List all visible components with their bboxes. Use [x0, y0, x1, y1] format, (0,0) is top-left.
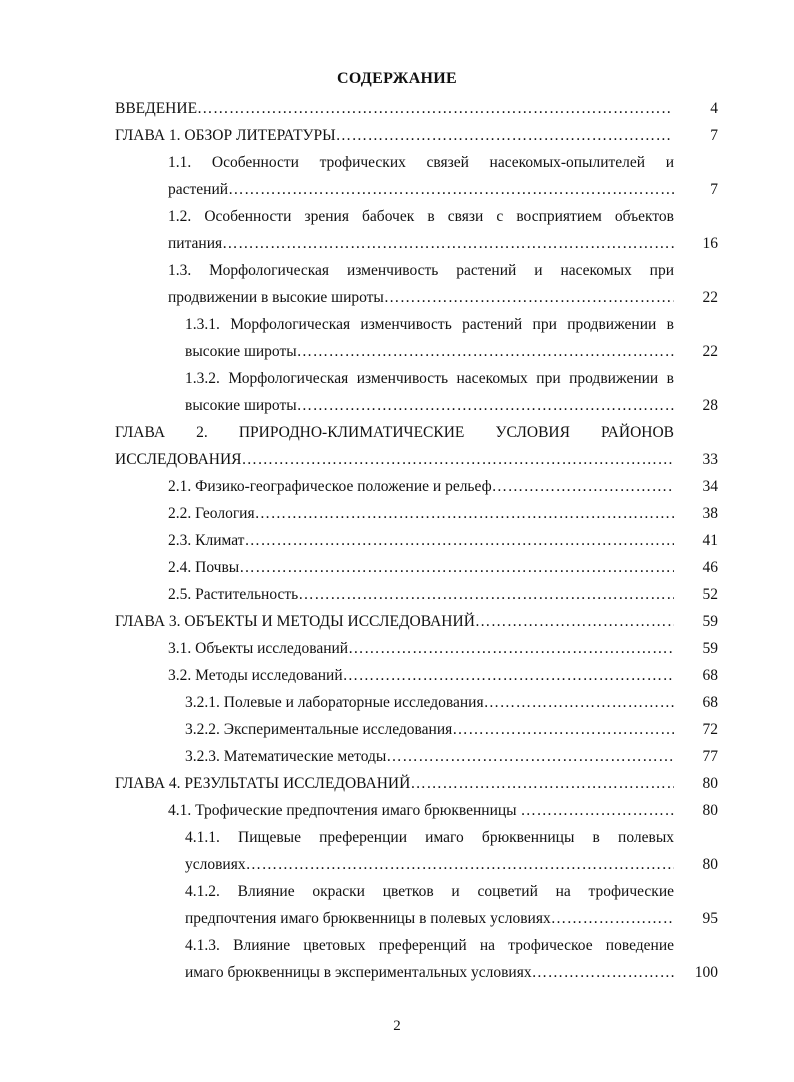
- toc-entry[interactable]: [168, 500, 674, 527]
- toc-entry-title-line1: 1.3.2. Морфологическая изменчивость насекомых при продвижении в: [185, 370, 674, 387]
- toc-entry[interactable]: [115, 770, 674, 797]
- toc-entry[interactable]: [185, 932, 674, 986]
- toc-page-number: 52: [702, 586, 718, 603]
- toc-entry-title-line2: предпочтения имаго брюквенницы в полевых условиях ……………………………………………………………………………………………………………………………………………………………………………: [185, 905, 674, 932]
- toc-entry-title-line2: ИССЛЕДОВАНИЯ ……………………………………………………………………………………………………………………………………………………………………………: [115, 446, 674, 473]
- toc-entry-title: 3.2.1. Полевые и лабораторные исследования ……………………………………………………………………………………………………………………………………………………………………………: [185, 689, 674, 716]
- toc-entry[interactable]: [115, 95, 671, 122]
- toc-page-number: 7: [710, 127, 718, 144]
- toc-page-number: 38: [702, 505, 718, 522]
- toc-entry-title-line1: 4.1.1. Пищевые преференции имаго брюквенницы в полевых: [185, 829, 674, 846]
- toc-page-number: 77: [702, 748, 718, 765]
- toc-entry-title: 3.2.2. Экспериментальные исследования ……………………………………………………………………………………………………………………………………………………………………………: [185, 716, 674, 743]
- toc-page-number: 46: [702, 559, 718, 576]
- toc-entry-title: 2.5. Растительность ……………………………………………………………………………………………………………………………………………………………………………: [168, 581, 674, 608]
- toc-entry-title-line2: растений ……………………………………………………………………………………………………………………………………………………………………………: [168, 176, 674, 203]
- toc-entry-title-line1: 1.2. Особенности зрения бабочек в связи с восприятием объектов: [168, 208, 674, 225]
- toc-page-number: 68: [702, 694, 718, 711]
- toc-entry[interactable]: [185, 743, 674, 770]
- toc-page-number: 80: [702, 802, 718, 819]
- toc-entry-title: 3.1. Объекты исследований ……………………………………………………………………………………………………………………………………………………………………………: [168, 635, 674, 662]
- toc-page-number: 41: [702, 532, 718, 549]
- toc-page-number: 72: [702, 721, 718, 738]
- toc-entry[interactable]: [168, 662, 674, 689]
- toc-entry[interactable]: [168, 581, 674, 608]
- toc-entry-title: 2.3. Климат ……………………………………………………………………………………………………………………………………………………………………………: [168, 527, 674, 554]
- toc-entry-title-line1: 4.1.3. Влияние цветовых преференций на трофическое поведение: [185, 937, 674, 954]
- toc-page-number: 28: [702, 397, 718, 414]
- toc-entry-title-line2: высокие широты ……………………………………………………………………………………………………………………………………………………………………………: [185, 338, 674, 365]
- toc-entry[interactable]: [168, 527, 674, 554]
- toc-page-number: 7: [710, 181, 718, 198]
- page-title: СОДЕРЖАНИЕ: [336, 70, 458, 87]
- toc-page-number: 95: [702, 910, 718, 927]
- toc-entry[interactable]: [168, 554, 674, 581]
- toc-entry[interactable]: [185, 365, 674, 419]
- toc-entry-title-line1: 4.1.2. Влияние окраски цветков и соцветий на трофические: [185, 883, 674, 900]
- page-number-footer: 2: [393, 1018, 401, 1034]
- toc-entry[interactable]: [168, 473, 674, 500]
- toc-entry-title: 4.1. Трофические предпочтения имаго брюквенницы ……………………………………………………………………………………………………………………………………………………………………………: [168, 797, 674, 824]
- toc-entry-title: 2.2. Геология ……………………………………………………………………………………………………………………………………………………………………………: [168, 500, 674, 527]
- toc-page-number: 33: [702, 451, 718, 468]
- toc-entry-title: 3.2.3. Математические методы ……………………………………………………………………………………………………………………………………………………………………………: [185, 743, 674, 770]
- toc-entry-title-line1: ГЛАВА 2. ПРИРОДНО-КЛИМАТИЧЕСКИЕ УСЛОВИЯ РАЙОНОВ: [115, 424, 674, 441]
- toc-entry-title: 2.1. Физико-географическое положение и рельеф ……………………………………………………………………………………………………………………………………………………………………………: [168, 473, 674, 500]
- toc-entry-title: ГЛАВА 1. ОБЗОР ЛИТЕРАТУРЫ ……………………………………………………………………………………………………………………………………………………………………………: [115, 122, 671, 149]
- toc-entry-title: ГЛАВА 3. ОБЪЕКТЫ И МЕТОДЫ ИССЛЕДОВАНИЙ ……………………………………………………………………………………………………………………………………………………………………………: [115, 608, 674, 635]
- toc-entry-title-line2: продвижении в высокие широты ……………………………………………………………………………………………………………………………………………………………………………: [168, 284, 674, 311]
- toc-entry[interactable]: [168, 635, 674, 662]
- toc-entry-title: 2.4. Почвы ……………………………………………………………………………………………………………………………………………………………………………: [168, 554, 674, 581]
- toc-entry[interactable]: [168, 203, 674, 257]
- toc-entry-title-line2: имаго брюквенницы в экспериментальных условиях ……………………………………………………………………………………………………………………………………………………………………………: [185, 959, 674, 986]
- toc-entry-title-line2: высокие широты ……………………………………………………………………………………………………………………………………………………………………………: [185, 392, 674, 419]
- toc-entry-title: ВВЕДЕНИЕ ……………………………………………………………………………………………………………………………………………………………………………: [115, 95, 671, 122]
- toc-entry-title-line2: питания ……………………………………………………………………………………………………………………………………………………………………………: [168, 230, 674, 257]
- toc-entry[interactable]: [185, 311, 674, 365]
- toc-entry-title: ГЛАВА 4. РЕЗУЛЬТАТЫ ИССЛЕДОВАНИЙ ……………………………………………………………………………………………………………………………………………………………………………: [115, 770, 674, 797]
- toc-entry[interactable]: [115, 608, 674, 635]
- toc-entry[interactable]: [168, 797, 674, 824]
- toc-entry[interactable]: [168, 149, 674, 203]
- toc-page-number: 22: [702, 343, 718, 360]
- toc-entry[interactable]: [185, 878, 674, 932]
- toc-page-number: 80: [702, 856, 718, 873]
- toc-entry-title: 3.2. Методы исследований ……………………………………………………………………………………………………………………………………………………………………………: [168, 662, 674, 689]
- toc-page-number: 59: [702, 640, 718, 657]
- toc-entry[interactable]: [185, 689, 674, 716]
- toc-page-number: 59: [702, 613, 718, 630]
- toc-page-number: 100: [694, 964, 718, 981]
- toc-entry-title-line1: 1.3.1. Морфологическая изменчивость растений при продвижении в: [185, 316, 674, 333]
- toc-entry[interactable]: [115, 122, 671, 149]
- toc-page-number: 16: [702, 235, 718, 252]
- toc-entry-title-line2: условиях ……………………………………………………………………………………………………………………………………………………………………………: [185, 851, 674, 878]
- toc-entry[interactable]: [115, 419, 674, 473]
- toc-page-number: 68: [702, 667, 718, 684]
- toc-entry[interactable]: [168, 257, 674, 311]
- toc-entry-title-line1: 1.1. Особенности трофических связей насекомых-опылителей и: [168, 154, 674, 171]
- toc-entry[interactable]: [185, 824, 674, 878]
- toc-entry[interactable]: [185, 716, 674, 743]
- toc-page-number: 22: [702, 289, 718, 306]
- toc-page-number: 80: [702, 775, 718, 792]
- toc-page-number: 4: [710, 100, 718, 117]
- toc-page-number: 34: [702, 478, 718, 495]
- toc-entry-title-line1: 1.3. Морфологическая изменчивость растений и насекомых при: [168, 262, 674, 279]
